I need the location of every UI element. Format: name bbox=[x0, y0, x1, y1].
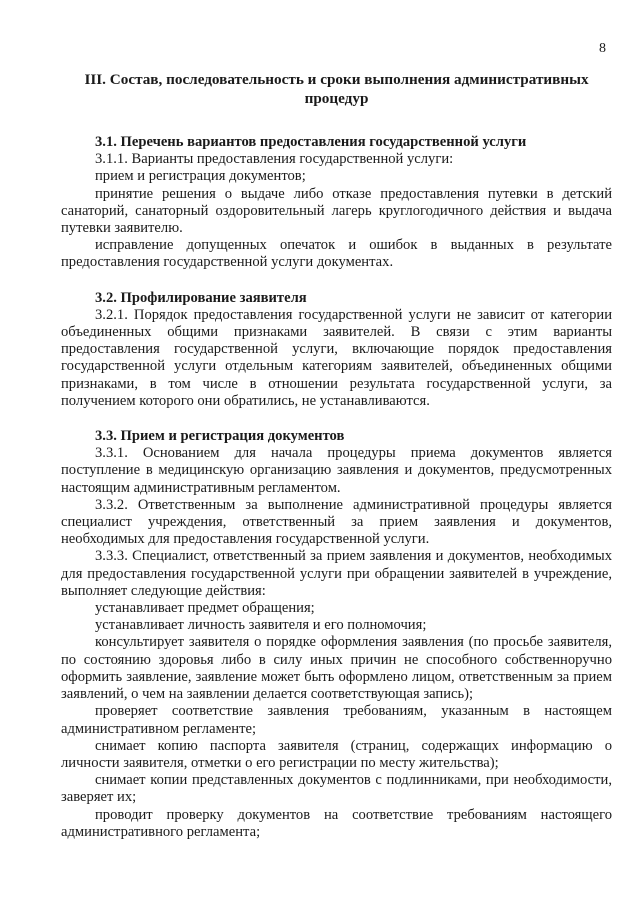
paragraph: исправление допущенных опечаток и ошибок в выданных в результате предоставления государственной услуги документах. bbox=[61, 237, 612, 271]
paragraph: проверяет соответствие заявления требованиям, указанным в настоящем административном регламенте; bbox=[61, 703, 612, 737]
paragraph: принятие решения о выдаче либо отказе предоставления путевки в детский санаторий, санаторный оздоровительный лагерь круглогодичного действия и выдача путевки заявителю. bbox=[61, 185, 612, 237]
paragraph: устанавливает личность заявителя и его полномочия; bbox=[95, 617, 427, 634]
heading-3-3: 3.3. Прием и регистрация документов bbox=[95, 428, 345, 445]
paragraph: 3.3.1. Основанием для начала процедуры приема документов является поступление в медицинскую организацию заявления и документов, предусмотренных настоящим административным регламентом. bbox=[61, 445, 612, 496]
paragraph: снимает копию паспорта заявителя (страниц, содержащих информацию о личности заявителя, отметки о его регистрации по месту жительства); bbox=[61, 737, 612, 771]
paragraph: прием и регистрация документов; bbox=[95, 168, 306, 185]
section-title-line-2: процедур bbox=[304, 90, 369, 107]
paragraph: 3.3.3. Специалист, ответственный за прием заявления и документов, необходимых для предоставления государственной услуги при обращении заявителей в учреждение, выполняет следующие действия: bbox=[61, 548, 612, 599]
heading-3-2: 3.2. Профилирование заявителя bbox=[95, 289, 307, 306]
paragraph: устанавливает предмет обращения; bbox=[95, 600, 315, 617]
paragraph: 3.3.2. Ответственным за выполнение административной процедуры является специалист учреждения, ответственный за прием заявления и документов, необходимых для предоставления государственной услуги. bbox=[61, 496, 612, 548]
section-title-line-1: III. Состав, последовательность и сроки выполнения административных bbox=[84, 71, 589, 88]
paragraph: 3.2.1. Порядок предоставления государственной услуги не зависит от категории объединенных общими признаками заявителей. В связи с этим варианты предоставления государственной услуги, включающие порядок предоставления государственной услуги отдельным категориям заявителей, объединенных общими признаками, в том числе в отношении результата государственной услуги, за получением которого они обратились, не устанавливаются. bbox=[61, 306, 612, 409]
section-title bbox=[61, 70, 612, 108]
page-number: 8 bbox=[599, 41, 606, 56]
paragraph: проводит проверку документов на соответствие требованиям настоящего административного регламента; bbox=[61, 806, 612, 840]
heading-3-1: 3.1. Перечень вариантов предоставления государственной услуги bbox=[95, 134, 527, 150]
page-content bbox=[61, 70, 612, 841]
paragraph: снимает копии представленных документов с подлинниками, при необходимости, заверяет их; bbox=[61, 772, 612, 806]
paragraph: консультирует заявителя о порядке оформления заявления (по просьбе заявителя, по состоянию здоровья либо в силу иных причин не способного собственноручно оформить заявление, заявление может быть оформлено лицом, ответственным за прием заявлений, о чем на заявлении делается соответствующая запись); bbox=[61, 634, 612, 703]
paragraph: 3.1.1. Варианты предоставления государственной услуги: bbox=[95, 151, 454, 168]
